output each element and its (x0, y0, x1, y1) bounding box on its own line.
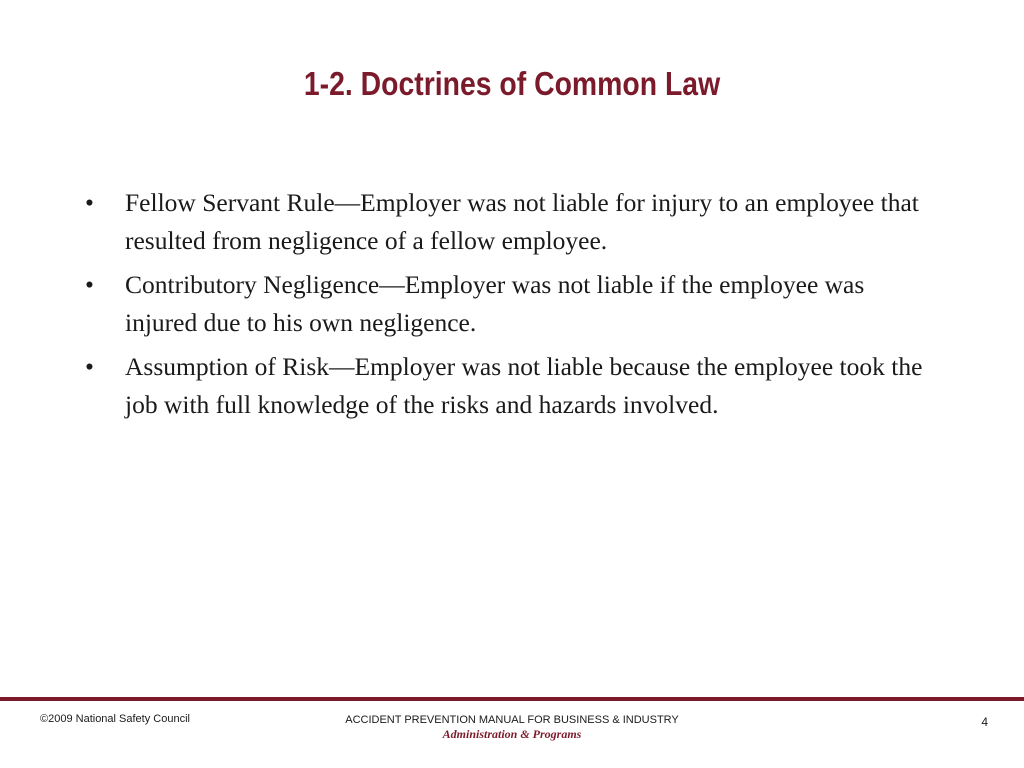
footer-divider (0, 697, 1024, 701)
bullet-list (85, 184, 925, 430)
slide-title: 1-2. Doctrines of Common Law (303, 65, 721, 102)
bullet-dot-icon: • (85, 352, 94, 381)
bullet-item-fellow-servant (85, 184, 925, 260)
bullet-item-assumption-of-risk (85, 348, 925, 424)
bullet-text: Contributory Negligence—Employer was not liable if the employee was injured due to his own negligence. (125, 270, 865, 337)
bullet-item-contributory-negligence (85, 266, 925, 342)
footer-manual-subtitle: Administration & Programs (442, 727, 582, 741)
bullet-dot-icon: • (85, 270, 94, 299)
bullet-text: Fellow Servant Rule—Employer was not liable for injury to an employee that resulted from negligence of a fellow employee. (125, 188, 919, 255)
footer-copyright: ©2009 National Safety Council (40, 713, 190, 725)
footer-manual-title: ACCIDENT PREVENTION MANUAL FOR BUSINESS & INDUSTRY (345, 714, 679, 726)
bullet-text: Assumption of Risk—Employer was not liable because the employee took the job with full knowledge of the risks and hazards involved. (125, 352, 923, 419)
footer-manual-info (262, 713, 762, 741)
bullet-dot-icon: • (85, 188, 94, 217)
page-number: 4 (981, 715, 988, 729)
